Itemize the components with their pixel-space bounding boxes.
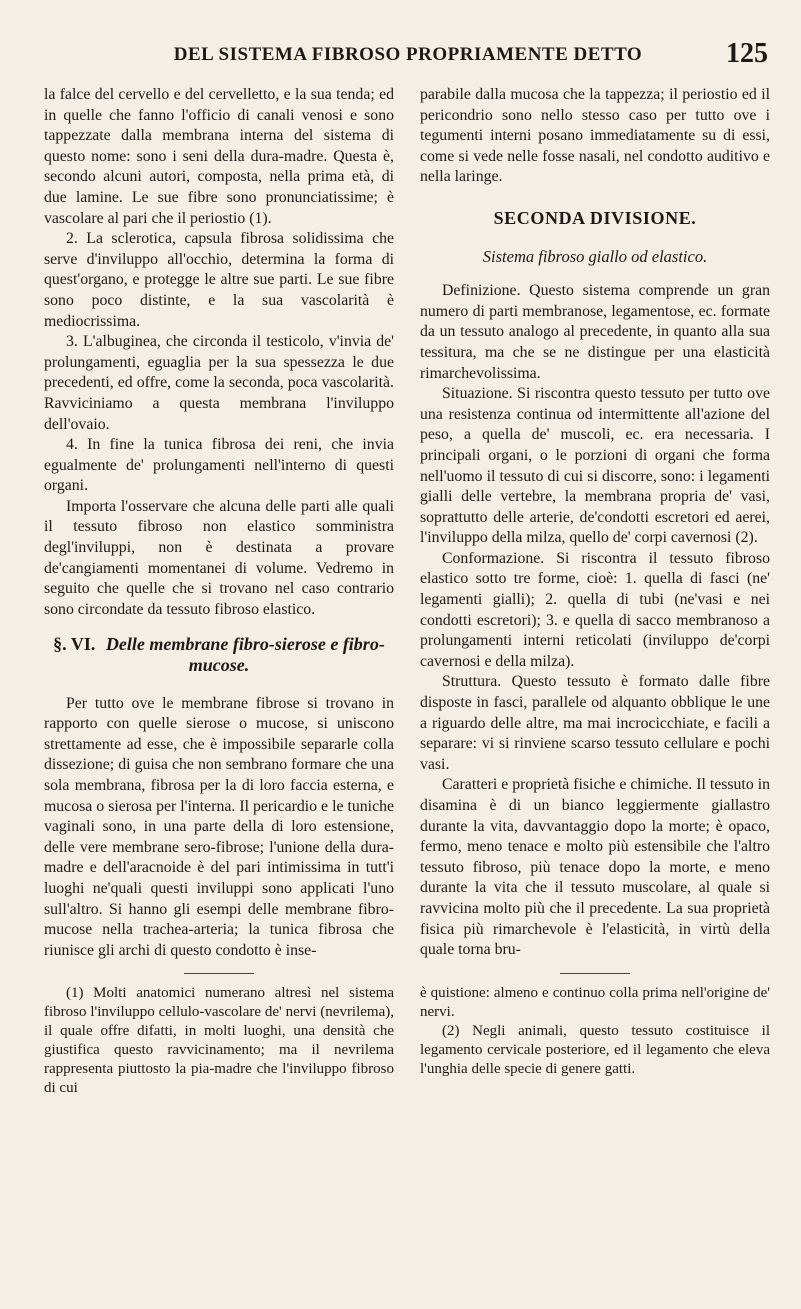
paragraph: Situazione. Si riscontra questo tessuto per tutto ove una resistenza continua od intermittente all'azione del peso, a quella de' muscoli, ec. era necessaria. I principali organi, o le porzioni di organi che forma nell'uomo il tessuto di cui si discorre, sono: i legamenti gialli delle vertebre, la membrana propria de' vasi, soprattutto delle arterie, de'condotti escretori ed aerei, l'inviluppo della milza, quello de' corpi cavernosi (2). <box>420 385 770 547</box>
left-column <box>44 85 394 1098</box>
running-title: DEL SISTEMA FIBROSO PROPRIAMENTE DETTO <box>173 44 643 65</box>
section-heading <box>44 634 394 675</box>
footnote-rule <box>560 973 630 974</box>
paragraph: Conformazione. Si riscontra il tessuto fibroso elastico sotto tre forme, cioè: 1. quella di fasci (ne' legamenti gialli); 2. quella di tubi (ne'vasi e nei condotti escretori); 3. e quella di sacco membranoso a prolungamenti interni reticolati (inviluppo de'corpi cavernosi e della milza). <box>420 549 770 670</box>
paragraph: Importa l'osservare che alcuna delle parti alle quali il tessuto fibroso non elastico somministra degl'inviluppi, non è destinata a provare de'cangiamenti momentanei di volume. Vedremo in seguito che quelle che si trovano nel caso contrario sono circondate da tessuto fibroso elastico. <box>44 497 394 618</box>
division-subtitle: Sistema fibroso giallo od elastico. <box>482 246 708 266</box>
paragraph: 4. In fine la tunica fibrosa dei reni, che invia egualmente de' prolungamenti nell'interno di questi organi. <box>44 436 394 495</box>
paragraph: Per tutto ove le membrane fibrose si trovano in rapporto con quelle sierose o mucose, si uniscono strettamente ad esse, che è impossibile separarle colla dissezione; di guisa che non sembrano formare che una sola membrana, fibrosa per la di loro faccia esterna, e mucosa o sierosa per l'interna. Il pericardio e le tuniche vaginali sono, in una parte della di loro estensione, delle vere membrane sero-fibrose; l'unione della dura-madre e dell'aracnoide è del pari intimissima in tutt'i luoghi ne'quali questi inviluppi sono applicati l'uno sull'altro. Si hanno gli esempi delle membrane fibro-mucose nella trachea-arteria; la tunica fibrosa che riunisce gli archi di questo condotto è inse- <box>44 694 394 959</box>
paragraph: la falce del cervello e del cervelletto, e la sua tenda; ed in quelle che fanno l'officio di canali venosi e sono tappezzate dalla membrana interna del sistema di questo nome: sono i seni della dura-madre. Questa è, secondo alcuni autori, composta, nella prima età, di due lamine. Le sue fibre sono pronunciatissime; è vascolare al pari che il periostio (1). <box>44 86 394 227</box>
paragraph: parabile dalla mucosa che la tappezza; il periostio ed il pericondrio sono nello stesso caso per tutto ove i tegumenti interni posano immediatamente su di essi, come si vede nelle fosse nasali, nel condotto auditivo e nella laringe. <box>420 86 770 186</box>
page-header <box>44 38 772 74</box>
division-heading: SECONDA DIVISIONE. <box>493 207 697 228</box>
right-column <box>420 85 770 1079</box>
footnote-rule <box>184 973 254 974</box>
footnote: (1) Molti anatomici numerano altresì nel sistema fibroso l'inviluppo cellulo-vascolare de' nervi (nevrilema), il quale offre difatti, in molti luoghi, una densità che giustifica questo ravvicinamento; ma il nevrilema rappresenta piuttosto la pia-madre che l'inviluppo fibroso di cui <box>44 985 394 1097</box>
paragraph: 2. La sclerotica, capsula fibrosa solidissima che serve d'inviluppo all'occhio, determina la forma di quest'organo, e protegge le altre sue parti. Le sue fibre sono poco distinte, e la sua vascolarità è mediocrissima. <box>44 230 394 330</box>
paragraph: Definizione. Questo sistema comprende un gran numero di parti membranose, legamentose, ec. formate da un tessuto analogo al precedente, in quanto alla sua tessitura, ma che se ne distingue per una elasticità rimarchevolissima. <box>420 282 770 382</box>
footnote: (2) Negli animali, questo tessuto costituisce il legamento cervicale posteriore, ed il legamento che eleva l'unghia delle specie di genere gatti. <box>420 1022 770 1077</box>
page-number: 125 <box>726 38 768 69</box>
section-title: Delle membrane fibro-sierose e fibro-mucose. <box>105 634 385 676</box>
paragraph: 3. L'albuginea, che circonda il testicolo, v'invia de' prolungamenti, eguaglia per la sua spessezza le due precedenti, ed offre, come la seconda, poca vascolarità. Ravviciniamo a questa membrana l'inviluppo dell'ovaio. <box>44 333 394 433</box>
paragraph: Struttura. Questo tessuto è formato dalle fibre disposte in fasci, parallele od alquanto obblique le une a riguardo delle altre, ma mai incrocicchiate, e facili a separare: vi si rinviene scarso tessuto cellulare e pochi vasi. <box>420 673 770 773</box>
footnote-continuation: è quistione: almeno e continuo colla prima nell'origine de' nervi. <box>420 984 770 1020</box>
paragraph: Caratteri e proprietà fisiche e chimiche. Il tessuto in disamina è di un bianco leggiermente giallastro durante la vita, davvantaggio dopo la morte; è opaco, fermo, meno tenace e molto più estensibile che l'altro tessuto fibroso, più tenace dopo la morte, e meno durante la vita che il tessuto muscolare, al quale si ravvicina molto più che il precedente. La sua proprietà fisica più rimarchevole è l'elasticità, in virtù della quale torna bru- <box>420 776 770 959</box>
section-number: §. VI. <box>53 634 96 655</box>
